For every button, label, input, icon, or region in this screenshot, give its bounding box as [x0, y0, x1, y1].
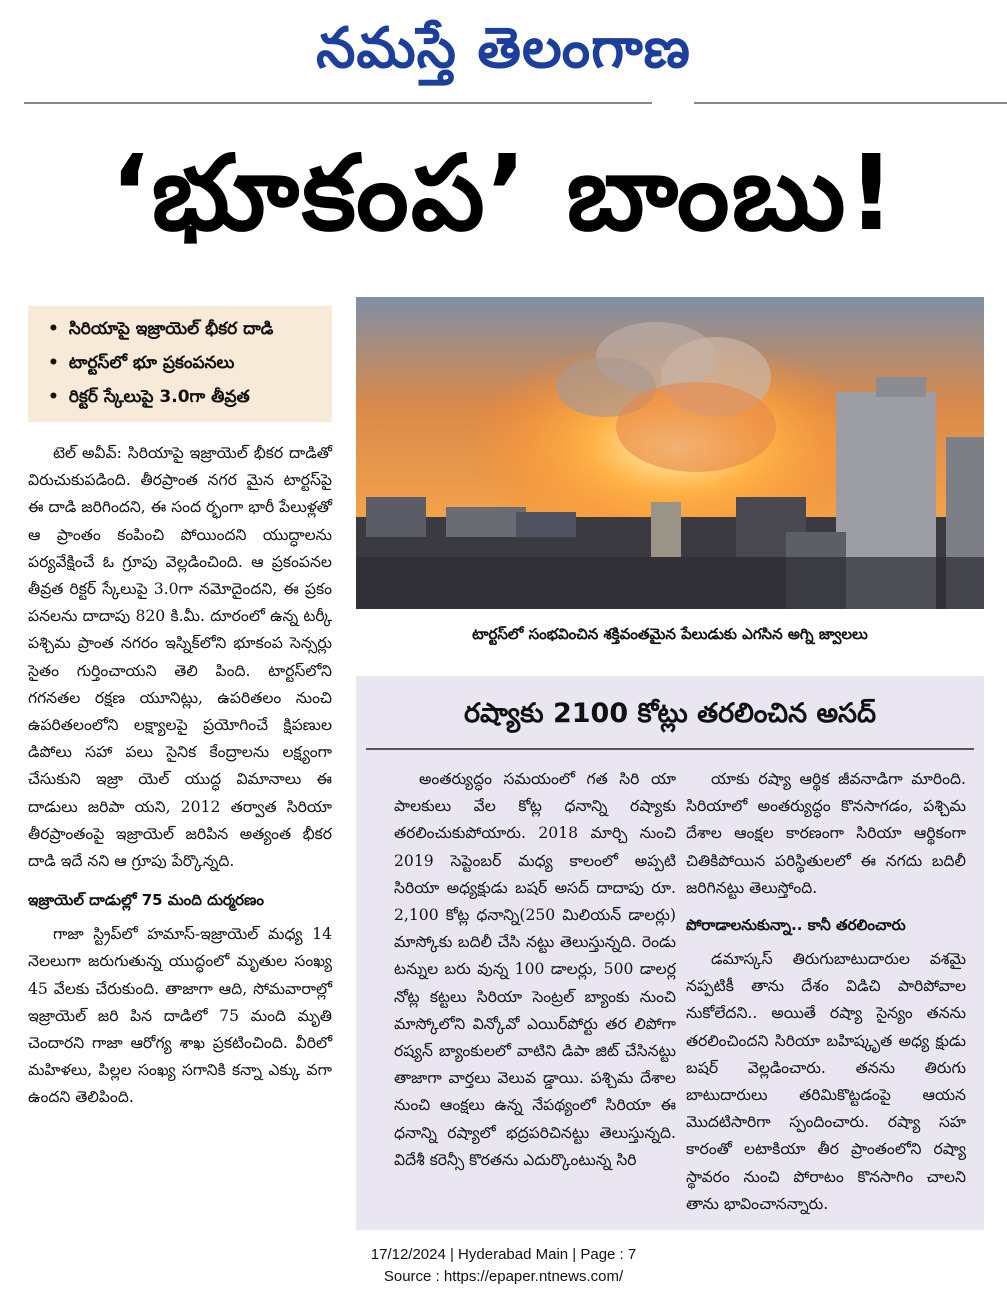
masthead-rule-right	[694, 102, 1007, 104]
highlights-box	[28, 306, 332, 422]
highlight-item: • రిక్టర్ స్కేలుపై 3.0గా తీవ్రత	[48, 380, 324, 414]
footer-source-line[interactable]: Source : https://epaper.ntnews.com/	[383, 1268, 624, 1285]
masthead-logo: నమస్తే తెలంగాణ	[316, 15, 691, 81]
second-story-column-left	[394, 766, 676, 1174]
footer-date-line: 17/12/2024 | Hyderabad Main | Page : 7	[370, 1246, 637, 1263]
second-story-body-left: అంతర్యుద్ధం సమయంలో గత సిరి యా పాలకులు వేల కోట్ల ధనాన్ని రష్యాకు తరలించుకుపోయారు. 2018 మార్చి నుంచి 2019 సెప్టెంబర్ మధ్య కాలంలో అప్పటి సిరియా అధ్యక్షుడు బషర్ అసద్ దాదాపు రూ. 2,100 కోట్ల ధనాన్ని(250 మిలియన్ డాలర్లు) మాస్కోకు బదిలీ చేసి నట్టు తెలుస్తున్నది. రెండు టన్నుల బరు వున్న 100 డాలర్లు, 500 డాలర్ల నోట్ల కట్టలు సిరియా సెంట్రల్ బ్యాంకు నుంచి మాస్కోలోని విన్కోవో ఎయిర్‌పోర్టు తర లిపోగా రష్యన్ బ్యాంకులలో వాటిని డిపా జిట్ చేసినట్టు తాజాగా వార్తలు వెలువ డ్డాయి. పశ్చిమ దేశాల నుంచి ఆంక్షలు ఉన్న నేపథ్యంలో సిరియా ఈ ధనాన్ని రష్యాలో భద్రపరిచినట్టు తెలుస్తున్నది. విదేశీ కరెన్సీ కొరతను ఎదుర్కొంటున్న సిరి	[394, 770, 676, 1169]
main-story-subhead: ఇజ్రాయెల్ దాడుల్లో 75 మంది దుర్మరణం	[28, 891, 264, 910]
second-story-rule	[366, 748, 974, 750]
second-story-title: రష్యాకు 2100 కోట్లు తరలించిన అసద్	[463, 698, 877, 729]
photo-caption: టార్టస్‌లో సంభవించిన శక్తివంతమైన పేలుడుకు ఎగసిన అగ్ని జ్వాలలు	[472, 625, 868, 643]
page-footer	[0, 1244, 1007, 1288]
second-story-body-right: యాకు రష్యా ఆర్థిక జీవనాడిగా మారింది. సిరియాలో అంతర్యుద్ధం కొనసాగడం, పశ్చిమ దేశాల ఆంక్షల కారణంగా సిరియా ఆర్థికంగా చితికిపోయిన పరిస్థితులలో ఈ నగదు బదిలీ జరిగినట్టు తెలుస్తోంది.	[686, 770, 966, 897]
explosion-photo	[356, 297, 984, 609]
highlight-item: • సిరియాపై ఇజ్రాయెల్ భీకర దాడి	[48, 312, 324, 346]
headline: ‘భూకంప’ బాంబు!	[110, 132, 897, 254]
second-story-box	[356, 676, 984, 1230]
second-story-subhead: పోరాడాలనుకున్నా.. కానీ తరలించారు	[686, 916, 906, 935]
second-story-body-right-2: డమాస్కస్ తిరుగుబాటుదారుల వశమై నప్పటికీ తాను దేశం విడిచి పారిపోవాల నుకోలేదని.. అయితే రష్యా సైన్యం తనను తరలించిందని సిరియా బహిష్కృత అధ్య క్షుడు బషర్ వెల్లడించారు. తనను తిరుగు బాటుదారులు తరిమికొట్టడంపై ఆయన మొదటిసారిగా స్పందించారు. రష్యా సహ కారంతో లటాకియా తీర ప్రాంతంలోని రష్యా స్థావరం నుంచి పోరాటం కొనసాగిం చాలని తాను భావించానన్నారు.	[686, 950, 966, 1213]
main-story-column	[28, 440, 332, 1112]
main-story-body-2: గాజా స్ట్రిప్‌లో హమాస్-ఇజ్రాయెల్ మధ్య 14 నెలలుగా జరుగుతున్న యుద్ధంలో మృతుల సంఖ్య 45 వేలకు చేరుకుంది. తాజాగా ఆది, సోమవారాల్లో ఇజ్రాయెల్ జరి పిన దాడిలో 75 మంది మృతి చెందారని గాజా ఆరోగ్య శాఖ ప్రకటించింది. వీరిలో మహిళలు, పిల్లల సంఖ్య సగానికి కన్నా ఎక్కు వగా ఉందని తెలిపింది.	[28, 925, 332, 1107]
second-story-column-right	[686, 766, 966, 1218]
highlight-item: • టార్టస్‌లో భూ ప్రకంపనలు	[48, 346, 324, 380]
masthead-rule-left	[24, 102, 652, 104]
main-story-body: టెల్ అవీవ్: సిరియాపై ఇజ్రాయెల్ భీకర దాడితో విరుచుకుపడింది. తీరప్రాంత నగర మైన టార్టస్‌పై ఈ దాడి జరిగిందని, ఈ సంద ర్భంగా భారీ పేలుళ్లతో ఆ ప్రాంతం కంపించి పోయిందని యుద్ధాలను పర్యవేక్షించే ఓ గ్రూపు వెల్లడించింది. ఆ ప్రకంపనల తీవ్రత రిక్టర్ స్కేలుపై 3.0గా నమోదైందని, ఈ ప్రకం పనలను దాదాపు 820 కి.మీ. దూరంలో ఉన్న టర్కీ పశ్చిమ ప్రాంత నగరం ఇస్నిక్‌లోని భూకంప సెన్సర్లు సైతం గుర్తించాయని తెలి పింది. టార్టస్‌లోని గగనతల రక్షణ యూనిట్లు, ఉపరితలం నుంచి ఉపరితలంలోని లక్ష్యాలపై ప్రయోగించే క్షిపణుల డిపోలు సహా పలు సైనిక కేంద్రాలను లక్ష్యంగా చేసుకుని ఇజ్రా యెల్ యుద్ధ విమానాలు ఈ దాడులు జరిపా యని, 2012 తర్వాత సిరియా తీరప్రాంతంపై ఇజ్రాయెల్ జరిపిన అత్యంత భీకర దాడి ఇదే నని ఆ గ్రూపు పేర్కొన్నది.	[28, 444, 332, 871]
